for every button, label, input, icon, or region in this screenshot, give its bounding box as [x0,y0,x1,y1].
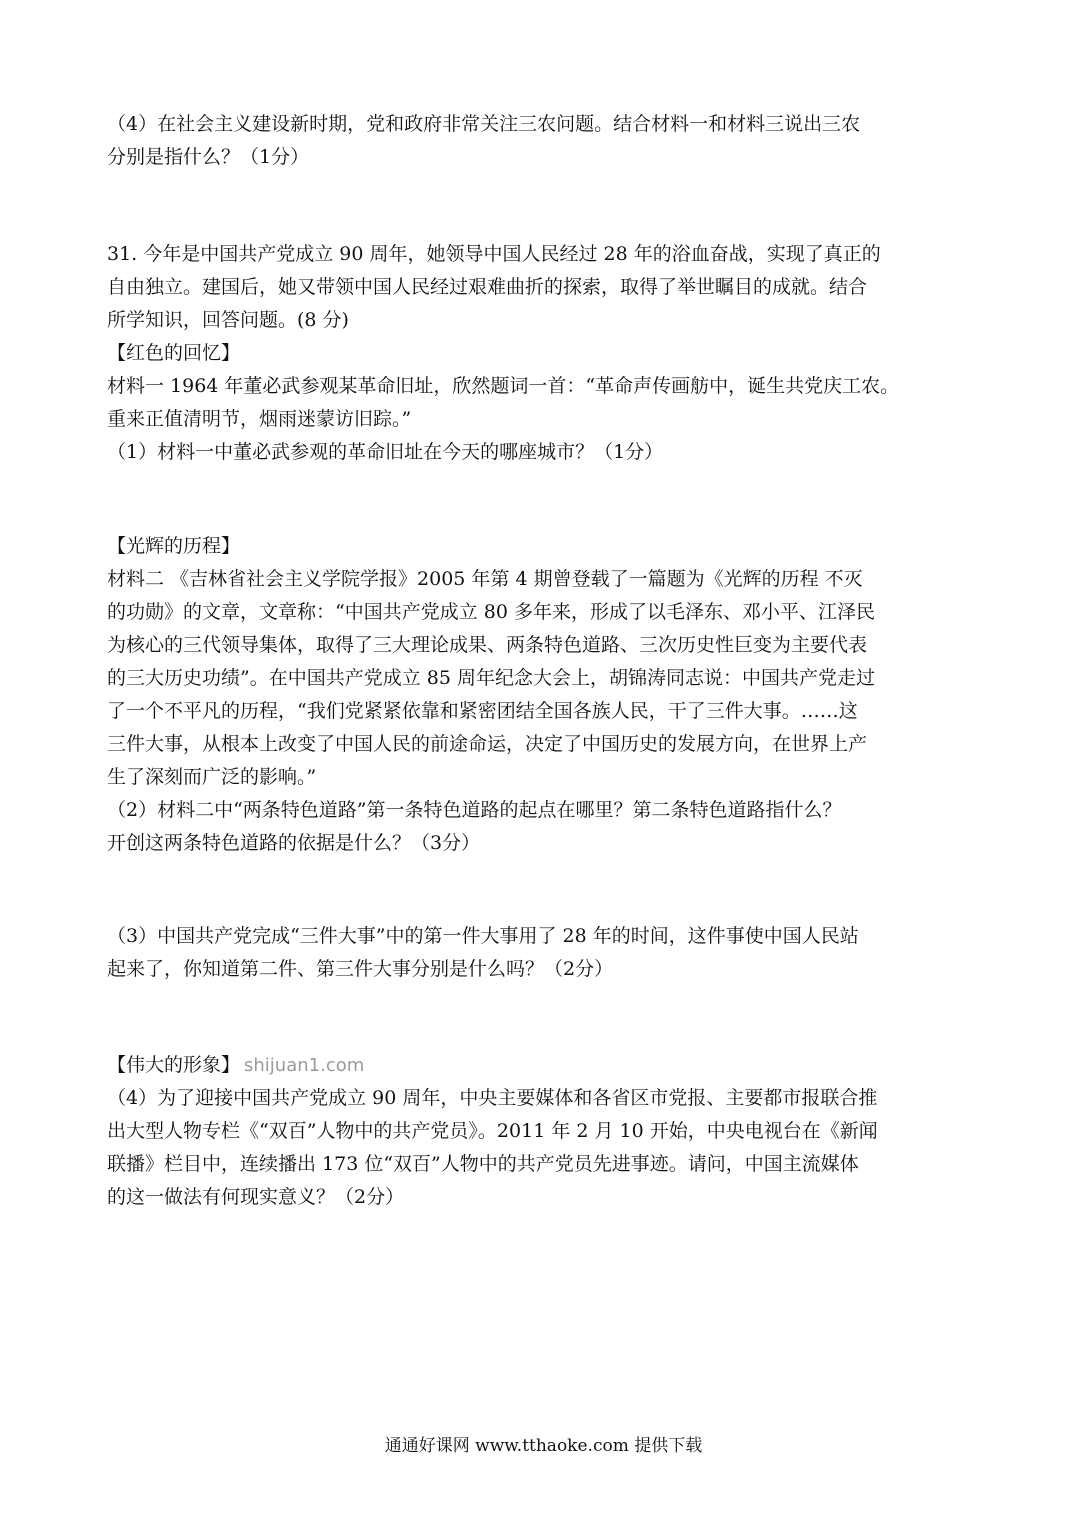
material-2-line: 的三大历史功绩”。在中国共产党成立 85 周年纪念大会上，胡锦涛同志说：中国共产党走过 [107,667,875,689]
material-1-line: 重来正值清明节，烟雨迷蒙访旧踪。” [107,408,412,430]
text-line: 起来了，你知道第二件、第三件大事分别是什么吗？（2分） [107,958,614,980]
question-31-3 [107,920,987,986]
text-line: 31. 今年是中国共产党成立 90 周年，她领导中国人民经过 28 年的浴血奋战，实现了真正的 [107,243,881,265]
section-great-image [107,1049,987,1214]
material-2-line: 了一个不平凡的历程，“我们党紧紧依靠和紧密团结全国各族人民，干了三件大事。……这 [107,700,858,722]
question-31-intro [107,238,987,469]
material-1-line: 材料一 1964 年董必武参观某革命旧址，欣然题词一首：“革命声传画舫中，诞生共党庆工农。 [107,375,900,397]
watermark-text: shijuan1.com [244,1055,365,1076]
material-2-line: 的功勋》的文章，文章称：“中国共产党成立 80 多年来，形成了以毛泽东、邓小平、江泽民 [107,601,875,623]
text-line: 分别是指什么？（1分） [107,146,310,168]
material-2-line: 三件大事，从根本上改变了中国人民的前途命运，决定了中国历史的发展方向，在世界上产 [107,733,868,755]
section-title-line [107,1049,987,1082]
page-footer: 通通好课网 www.tthaoke.com 提供下载 [384,1436,703,1456]
text-line: （3）中国共产党完成“三件大事”中的第一件大事用了 28 年的时间，这件事使中国人民站 [107,925,859,947]
question-31-2: 开创这两条特色道路的依据是什么？（3分） [107,832,481,854]
question-31-1: （1）材料一中董必武参观的革命旧址在今天的哪座城市？（1分） [107,441,664,463]
text-line: 所学知识，回答问题。(8 分) [107,309,349,331]
question-31-4: 出大型人物专栏《“双百”人物中的共产党员》。2011 年 2 月 10 开始，中央电视台在《新闻 [107,1120,878,1142]
material-2-line: 材料二 《吉林省社会主义学院学报》2005 年第 4 期曾登载了一篇题为《光辉的历程 不灭 [107,568,863,590]
section-glorious-course [107,530,987,860]
section-title-great-image: 【伟大的形象】 [107,1054,241,1076]
question-31-4: 联播》栏目中，连续播出 173 位“双百”人物中的共产党员先进事迹。请问，中国主流媒体 [107,1153,859,1175]
question-30-4 [107,108,987,174]
material-2-line: 为核心的三代领导集体，取得了三大理论成果、两条特色道路、三次历史性巨变为主要代表 [107,634,868,656]
section-title-red-memory: 【红色的回忆】 [107,342,241,364]
question-31-4: （4）为了迎接中国共产党成立 90 周年，中央主要媒体和各省区市党报、主要都市报联合推 [107,1087,878,1109]
section-title-glorious-course: 【光辉的历程】 [107,535,241,557]
question-31-4: 的这一做法有何现实意义？（2分） [107,1186,405,1208]
text-line: 自由独立。建国后，她又带领中国人民经过艰难曲折的探索，取得了举世瞩目的成就。结合 [107,276,868,298]
material-2-line: 生了深刻而广泛的影响。” [107,766,317,788]
text-line: （4）在社会主义建设新时期，党和政府非常关注三农问题。结合材料一和材料三说出三农 [107,113,861,135]
question-31-2: （2）材料二中“两条特色道路”第一条特色道路的起点在哪里？第二条特色道路指什么？ [107,799,842,821]
